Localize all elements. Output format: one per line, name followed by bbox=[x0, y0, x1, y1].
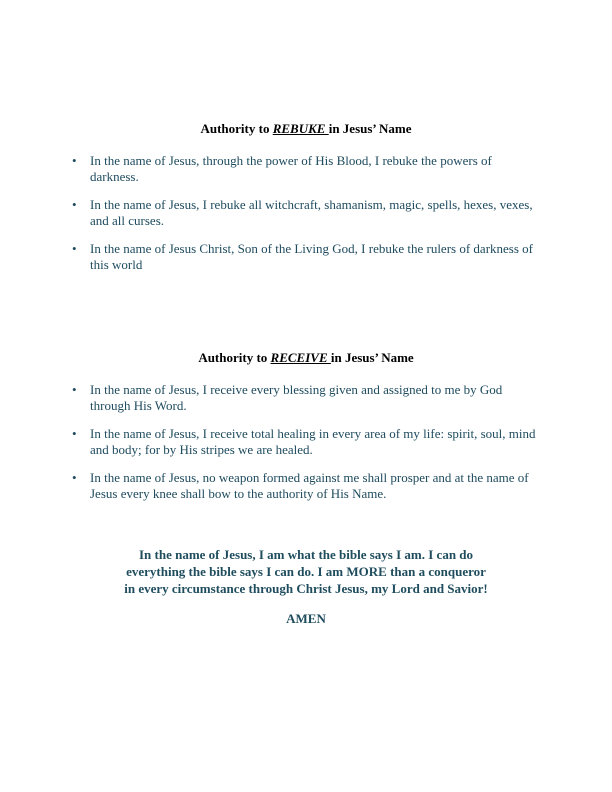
rebuke-item-text: In the name of Jesus, through the power of His Blood, I rebuke the powers of darkness. bbox=[90, 153, 492, 184]
receive-heading-keyword: RECEIVE bbox=[270, 350, 331, 365]
bullet-icon: • bbox=[72, 470, 77, 485]
list-item bbox=[72, 470, 542, 502]
closing-line: everything the bible says I can do. I am MORE than a conqueror bbox=[126, 564, 486, 579]
receive-heading-suffix: in Jesus’ Name bbox=[330, 350, 414, 365]
closing-line: in every circumstance through Christ Jesus, my Lord and Savior! bbox=[124, 581, 488, 596]
rebuke-heading-keyword: REBUKE bbox=[272, 121, 329, 136]
rebuke-item-text: In the name of Jesus Christ, Son of the Living God, I rebuke the rulers of darkness of this world bbox=[90, 241, 533, 272]
rebuke-heading bbox=[0, 121, 612, 137]
receive-item-text: In the name of Jesus, no weapon formed against me shall prosper and at the name of Jesus every knee shall bow to the authority of His Name. bbox=[90, 470, 529, 501]
bullet-icon: • bbox=[72, 197, 77, 212]
list-item bbox=[72, 426, 542, 458]
list-item bbox=[72, 382, 542, 414]
bullet-icon: • bbox=[72, 426, 77, 441]
closing-declaration bbox=[0, 546, 612, 597]
closing-line: In the name of Jesus, I am what the bible says I am. I can do bbox=[138, 547, 474, 562]
receive-item-text: In the name of Jesus, I receive every blessing given and assigned to me by God through His Word. bbox=[90, 382, 503, 413]
list-item bbox=[72, 197, 542, 229]
bullet-icon: • bbox=[72, 382, 77, 397]
rebuke-item-text: In the name of Jesus, I rebuke all witchcraft, shamanism, magic, spells, hexes, vexes, and all curses. bbox=[90, 197, 533, 228]
list-item bbox=[72, 153, 542, 185]
receive-heading bbox=[0, 350, 612, 366]
receive-list bbox=[72, 382, 542, 514]
bullet-icon: • bbox=[72, 153, 77, 168]
amen-text: AMEN bbox=[286, 611, 326, 626]
bullet-icon: • bbox=[72, 241, 77, 256]
list-item bbox=[72, 241, 542, 273]
rebuke-list bbox=[72, 153, 542, 285]
receive-item-text: In the name of Jesus, I receive total healing in every area of my life: spirit, soul, mind and body; for by His stripes we are healed. bbox=[90, 426, 536, 457]
receive-heading-prefix: Authority to bbox=[198, 350, 271, 365]
rebuke-heading-suffix: in Jesus’ Name bbox=[328, 121, 412, 136]
rebuke-heading-prefix: Authority to bbox=[200, 121, 273, 136]
